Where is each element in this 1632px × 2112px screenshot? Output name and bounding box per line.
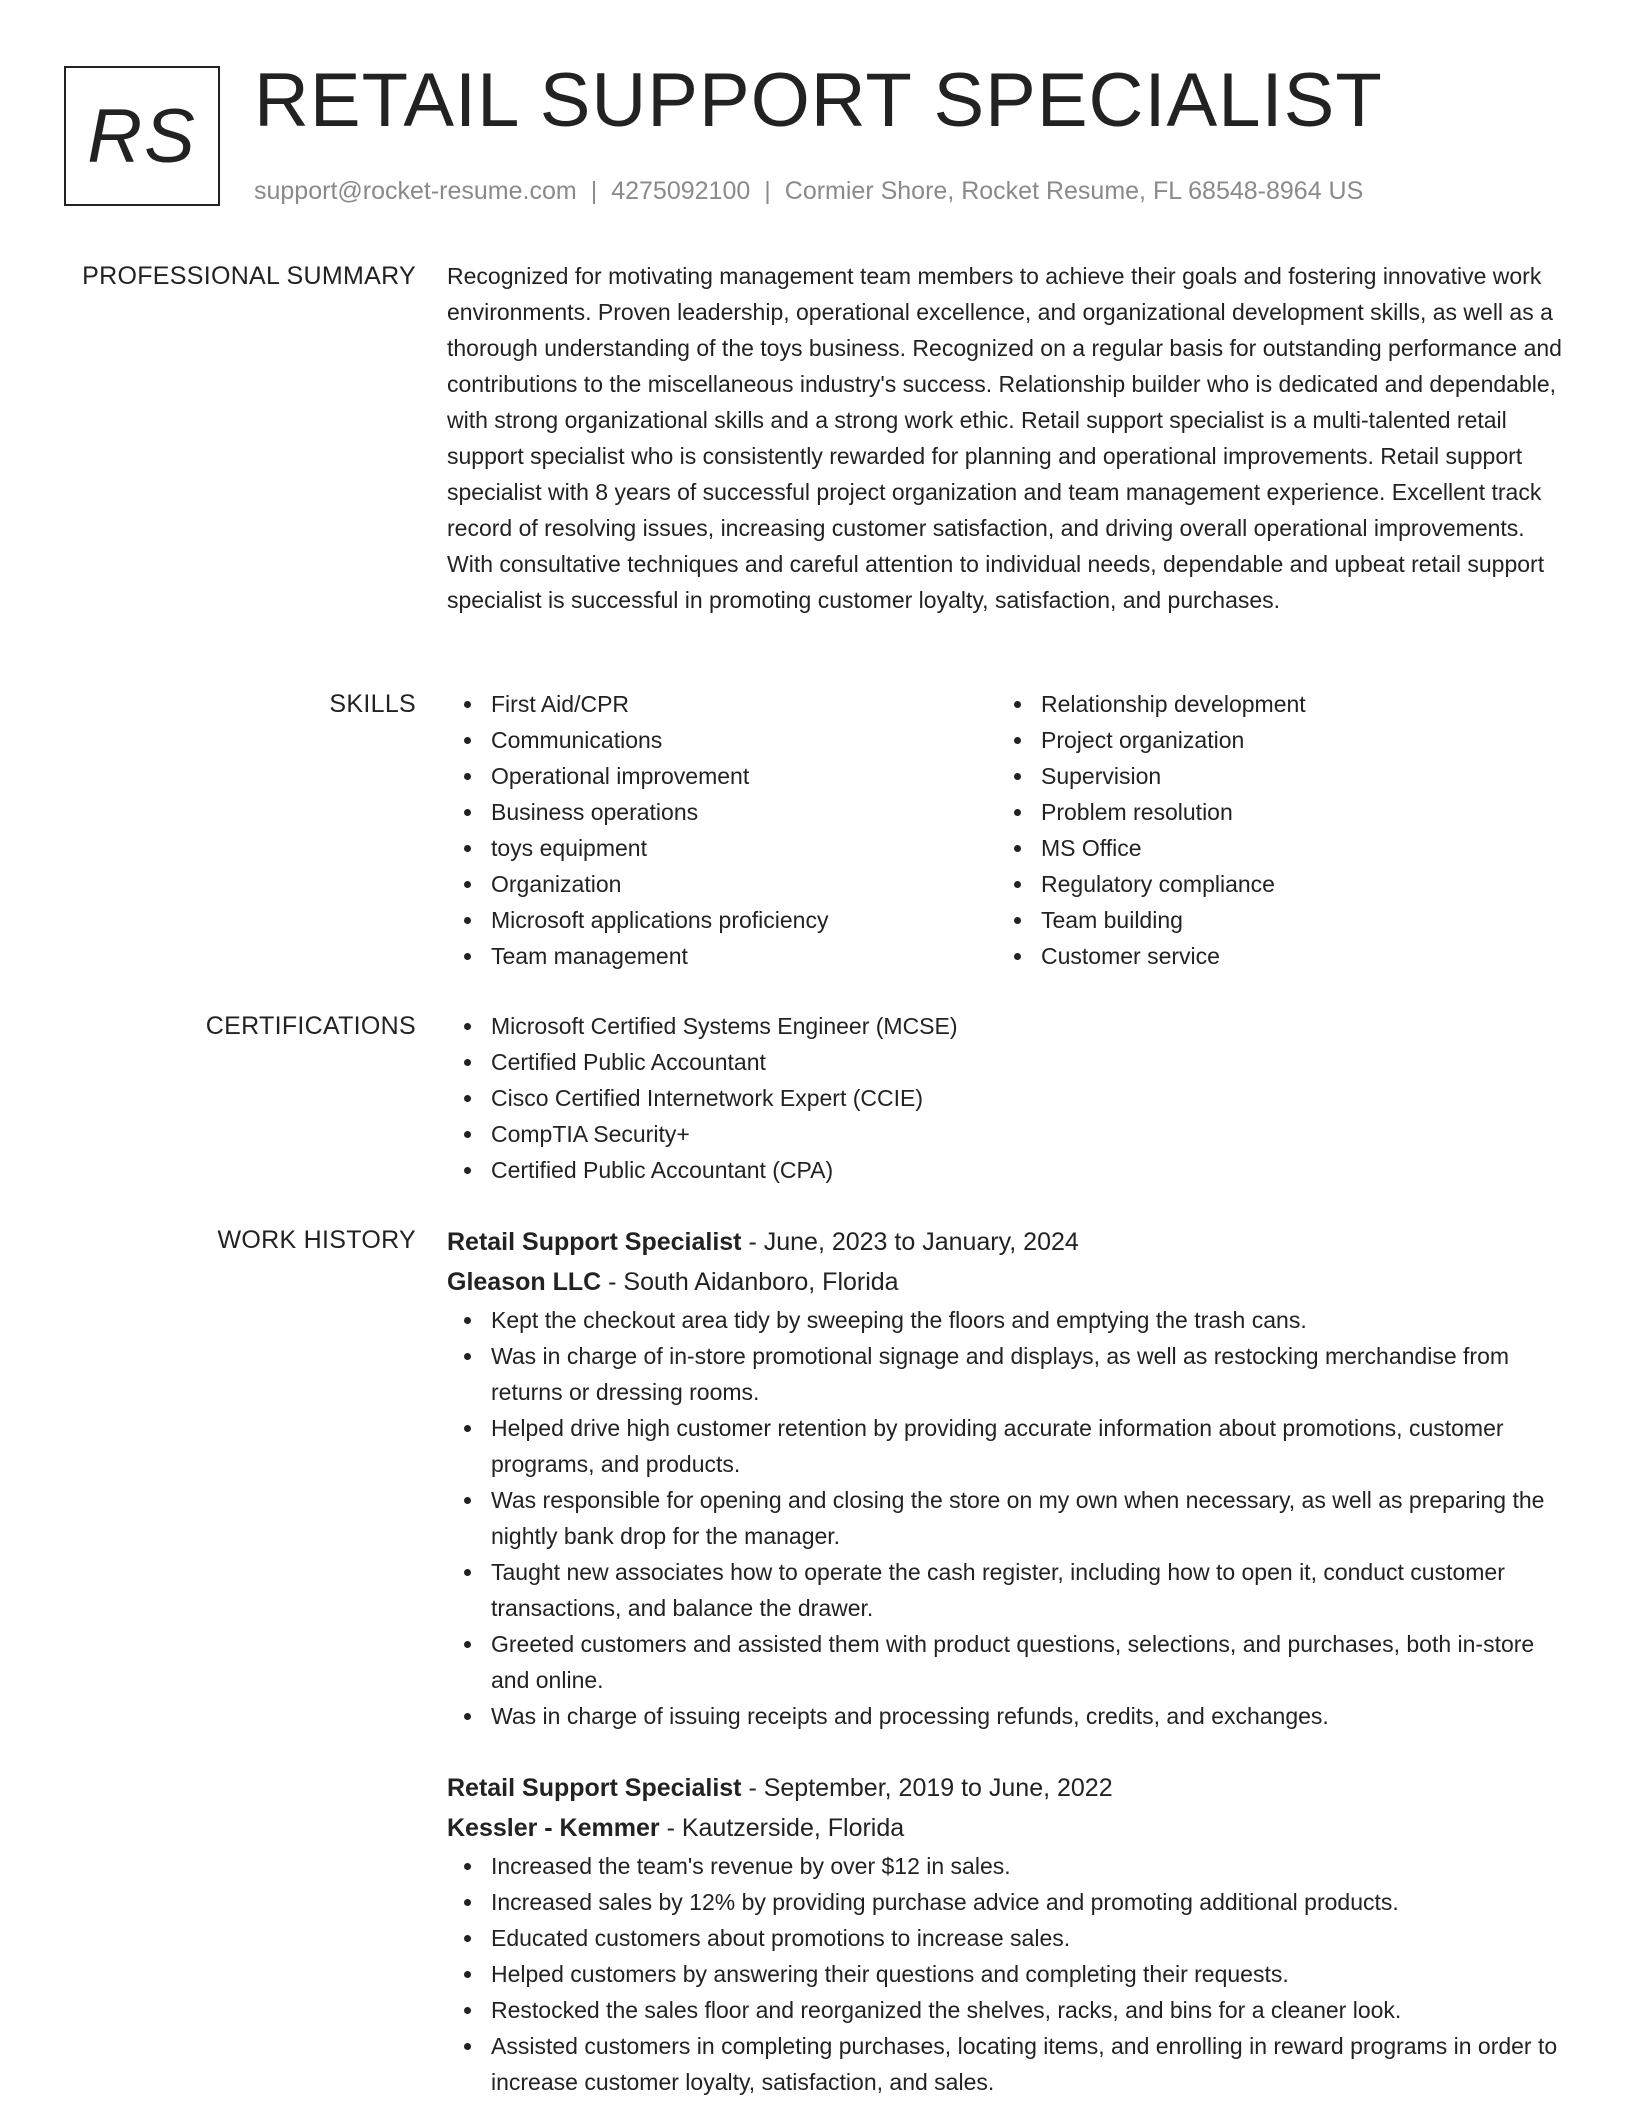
job-bullet: Was in charge of issuing receipts and processing refunds, credits, and exchanges.	[447, 1698, 1570, 1734]
skill-item: Communications	[447, 722, 997, 758]
contact-address: Cormier Shore, Rocket Resume, FL 68548-8964 US	[784, 177, 1364, 205]
job-company: Kessler - Kemmer	[447, 1814, 660, 1842]
skills-body	[447, 686, 1570, 974]
certification-item: Certified Public Accountant (CPA)	[447, 1152, 1570, 1188]
skill-item: Team building	[997, 902, 1547, 938]
certifications-list	[447, 1008, 1570, 1188]
job-title: Retail Support Specialist	[447, 1228, 742, 1256]
skill-item: Regulatory compliance	[997, 866, 1547, 902]
skill-item: Operational improvement	[447, 758, 997, 794]
job-bullet: Taught new associates how to operate the cash register, including how to open it, conduct customer transactions, and balance the drawer.	[447, 1554, 1570, 1626]
job-title-line	[447, 1222, 1570, 1262]
job-location: - South Aidanboro, Florida	[601, 1268, 899, 1296]
job-entry	[447, 1768, 1570, 2100]
job-title: Retail Support Specialist	[447, 1774, 742, 1802]
job-location: - Kautzerside, Florida	[659, 1814, 905, 1842]
job-bullet: Restocked the sales floor and reorganized the shelves, racks, and bins for a cleaner look.	[447, 1992, 1570, 2028]
page-title: RETAIL SUPPORT SPECIALIST	[254, 58, 1383, 143]
skill-item: Customer service	[997, 938, 1547, 974]
work-history-body	[447, 1222, 1570, 2100]
job-bullet: Assisted customers in completing purchases, locating items, and enrolling in reward programs in order to increase customer loyalty, satisfaction, and sales.	[447, 2028, 1570, 2100]
skills-list-left	[447, 686, 997, 974]
job-bullets	[447, 1302, 1570, 1734]
monogram-logo: RS	[64, 66, 220, 206]
contact-phone: 4275092100	[611, 177, 751, 205]
contact-email: support@rocket-resume.com	[254, 177, 577, 205]
job-bullet: Increased sales by 12% by providing purchase advice and promoting additional products.	[447, 1884, 1570, 1920]
contact-line	[254, 174, 1363, 208]
contact-separator: |	[764, 177, 771, 205]
skill-item: Problem resolution	[997, 794, 1547, 830]
skill-item: Team management	[447, 938, 997, 974]
skill-item: toys equipment	[447, 830, 997, 866]
summary-heading: PROFESSIONAL SUMMARY	[82, 262, 416, 290]
job-bullet: Increased the team's revenue by over $12 in sales.	[447, 1848, 1570, 1884]
certification-item: Certified Public Accountant	[447, 1044, 1570, 1080]
job-company: Gleason LLC	[447, 1268, 602, 1296]
summary-body	[447, 258, 1570, 618]
job-bullet: Kept the checkout area tidy by sweeping the floors and emptying the trash cans.	[447, 1302, 1570, 1338]
skill-item: Project organization	[997, 722, 1547, 758]
skill-item: Supervision	[997, 758, 1547, 794]
job-dates: - June, 2023 to January, 2024	[741, 1228, 1079, 1256]
certification-item: Microsoft Certified Systems Engineer (MCSE)	[447, 1008, 1570, 1044]
skill-item: Business operations	[447, 794, 997, 830]
job-bullet: Helped customers by answering their questions and completing their requests.	[447, 1956, 1570, 1992]
job-bullets	[447, 1848, 1570, 2100]
skill-item: Microsoft applications proficiency	[447, 902, 997, 938]
contact-separator: |	[590, 177, 598, 205]
certification-item: Cisco Certified Internetwork Expert (CCIE)	[447, 1080, 1570, 1116]
skills-heading: SKILLS	[329, 690, 416, 718]
job-dates: - September, 2019 to June, 2022	[741, 1774, 1113, 1802]
certifications-body	[447, 1008, 1570, 1188]
skill-item: Organization	[447, 866, 997, 902]
skill-item: MS Office	[997, 830, 1547, 866]
skills-list-right	[997, 686, 1547, 974]
job-bullet: Was in charge of in-store promotional signage and displays, as well as restocking merchandise from returns or dressing rooms.	[447, 1338, 1570, 1410]
skill-item: Relationship development	[997, 686, 1547, 722]
job-entry	[447, 1222, 1570, 1734]
job-bullet: Educated customers about promotions to increase sales.	[447, 1920, 1570, 1956]
job-company-line	[447, 1262, 1570, 1302]
job-company-line	[447, 1808, 1570, 1848]
job-bullet: Was responsible for opening and closing the store on my own when necessary, as well as preparing the nightly bank drop for the manager.	[447, 1482, 1570, 1554]
job-bullet: Helped drive high customer retention by providing accurate information about promotions, customer programs, and products.	[447, 1410, 1570, 1482]
certifications-heading: CERTIFICATIONS	[205, 1012, 416, 1040]
summary-text: Recognized for motivating management team members to achieve their goals and fostering innovative work environments. Proven leadership, operational excellence, and organizational development skills, as well as a thorough understanding of the toys business. Recognized on a regular basis for outstanding performance and contributions to the miscellaneous industry's success. Relationship builder who is dedicated and dependable, with strong organizational skills and a strong work ethic. Retail support specialist is a multi-talented retail support specialist who is consistently rewarded for planning and operational improvements. Retail support specialist with 8 years of successful project organization and team management experience. Excellent track record of resolving issues, increasing customer satisfaction, and driving overall operational improvements. With consultative techniques and careful attention to individual needs, dependable and upbeat retail support specialist is successful in promoting customer loyalty, satisfaction, and purchases.	[447, 263, 1562, 613]
work-history-heading: WORK HISTORY	[217, 1226, 416, 1254]
certification-item: CompTIA Security+	[447, 1116, 1570, 1152]
job-title-line	[447, 1768, 1570, 1808]
job-bullet: Greeted customers and assisted them with product questions, selections, and purchases, both in-store and online.	[447, 1626, 1570, 1698]
skill-item: First Aid/CPR	[447, 686, 997, 722]
